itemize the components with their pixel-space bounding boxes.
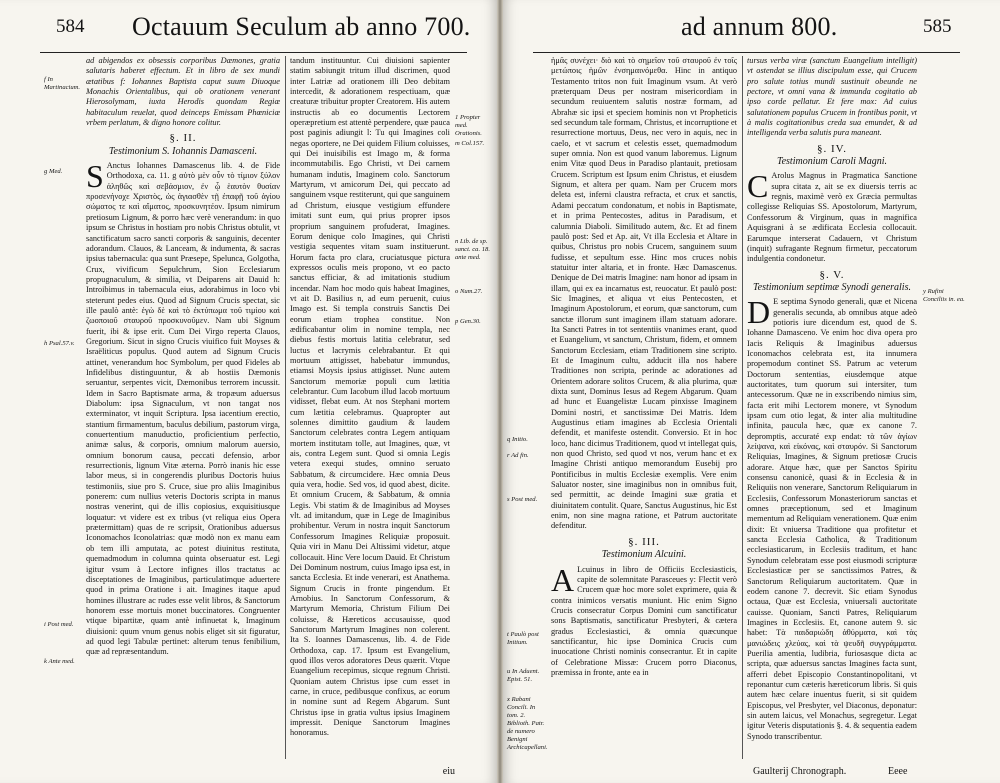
right-column-1 bbox=[551, 56, 737, 763]
section-number: §. III. bbox=[628, 535, 660, 548]
section-title: Testimonium S. Iohannis Damasceni. bbox=[108, 145, 258, 157]
right-page bbox=[503, 0, 1000, 783]
paragraph bbox=[86, 158, 280, 658]
right-page-header bbox=[503, 10, 1000, 50]
paragraph-text: Lcuinus in libro de Officiis Ecclesiasticis, capite de solemnitate Parasceues y: Flectit verò Crucem quæ hoc more solet exprimere, quia & contra inimicos versatis muniunt. Hic enim Signo Crucis consecratur Corpus Domini cum sanctificatur sons Baptismatis, sanctificatur Presbyteri, & cætera gradus Ecclesiastici, & omnia quæcunque sanctificantur, hic ipse Dominica Crucis cum inuocatione Christi nominis consecrantur. Et in capite of Celebratione Missæ: Crucem porro Diaconus, præmissa in fronte, ante ea in bbox=[551, 564, 737, 677]
drop-cap: A bbox=[551, 561, 575, 598]
drop-cap: S bbox=[86, 158, 104, 195]
printer-note: Gaulterij Chronograph. bbox=[753, 766, 847, 777]
column-rule bbox=[285, 56, 286, 759]
paragraph bbox=[551, 561, 737, 679]
margin-note: y Rufini Conciliis in. ea. bbox=[923, 288, 965, 303]
column-rule bbox=[742, 56, 743, 759]
paragraph-text: Arolus Magnus in Pragmatica Sanctione supra citata z, ait se ex diuersis terris ac regnis, maximè verò ex Græcia permultas collegisse Reliquias SS. Apostolorum, Martyrum, Confessorum & Virginum, quas in magnifica Aquisgrani à se ædificata Ecclesia collocauit. Earumque interserat Cadauern, vt Christum (inquit) sufragante Regnum firmetur, peccatorum indulgentia condonetur. bbox=[747, 171, 917, 264]
drop-cap: C bbox=[747, 168, 769, 205]
paragraph: tursus verba viræ (sanctum Euangelium intelligit) vt ostendat se illius discipulum esse, qui Crucem pro salute totius mundi sustinuit obeunde ne pectore, vt omni vana & immunda cogitatio ab ipso corde pellatur. Et fere mox: Ad cuius salutationem populus Crucem in frontibus ponit, vt à malis cogitationibus creda sua emundet, & ad intelligenda verba salutis pura maneant. bbox=[747, 56, 917, 138]
signature-mark: Eeee bbox=[888, 766, 908, 777]
margin-note: t Paulò post Initium. bbox=[507, 631, 539, 646]
margin-note: g Med. bbox=[44, 168, 63, 175]
margin-note: p Gen.30. bbox=[455, 318, 481, 325]
page-number: 584 bbox=[56, 16, 85, 37]
right-column-2 bbox=[747, 56, 917, 763]
margin-note: m Col.157. bbox=[455, 140, 485, 147]
section-title: Testimonium Caroli Magni. bbox=[776, 156, 888, 168]
paragraph bbox=[747, 294, 917, 742]
margin-note: r Ad fin. bbox=[507, 452, 529, 459]
header-rule bbox=[533, 52, 960, 53]
margin-note: s Post med. bbox=[507, 496, 538, 503]
page-number: 585 bbox=[923, 16, 952, 37]
section-title: Testimonium Alcuini. bbox=[601, 549, 687, 561]
drop-cap: D bbox=[747, 294, 771, 331]
margin-note: f In Martinacium. bbox=[44, 76, 81, 91]
paragraph bbox=[747, 168, 917, 264]
left-margin-notes bbox=[44, 56, 82, 763]
paragraph: ad abigendos ex obsessis corporibus Dæmones, gratia salutaris haberet effectum. Et in libro de sex mundi ætatibus f: Iohannes Baptista caput suum Diuoque Monachis Orientalibus, qui ob orationem venerant Hierosolymam, iuxta Herodis quondam Regiæ habitaculum reuelat, quod deinceps Emissam Phœniciæ vrbem perlatum, & digno honore colitur. bbox=[86, 56, 280, 128]
margin-note: k Ante med. bbox=[44, 658, 75, 665]
section-number: §. II. bbox=[169, 132, 197, 145]
left-column-2 bbox=[290, 56, 450, 763]
paragraph: ἡμᾶς συνέχει· διὸ καὶ τὸ σημεῖον τοῦ σταυροῦ ἐν τοῖς μετώποις ἡμῶν ἐνσημαινόμεθα. Hinc in antiquo Testamento tritos non fuit Imaginum vsum. At verò præterquam Deus per nostram misericordiam in secundum reuiuentem salutis nostræ formam, ad Abrahæ sic ipsi et speciem hominis non vt Propheticis sed secundum tale formam, Christus, et incorruptione et resurrectione mortuus, Deus, nec vero in aquis, nec in caelo, et vt sacrum et celestis esset, quemadmodum super omnia. Non est quod vanum laboremus. Lignum enim Vitæ quod Deus in Paradiso plantauit, pretiosam Crucem. Scriptum est Ipsum enim Christus, et eiusdem Signum, et altera per quam. Nam per Crucem mors deleta est, inferni claustra refracta, et crux et sanctis, Adami peccatum condonatum, et nobis in Baptismate, et in prima Pentecostes, aditus in Paradisum, et calumnia Diaboli. Similitudo autem, &c. Et ad finem paulò post: Sed et Ap. ait, Vt illa Ecclesia et Altare in quibus, Christus pro nobis Crucem, sanguinem suum fudisse, et sepultum esse. Hinc mos cruces nobis statuitur inter altaria, et in fronte. Hæc Damascenus. Denique de Dei matris Imagine: nam honor ad ipsam in illam, qui ex ea incarnatus est, reuocatur. Et paulò post: Sic Imagines, et aliqua vt eius Pentecosten, et Imaginum Apostolorum, et eorum, quæ sanctorum, cum sanctæ illorum sunt imaginem illam statuam adorare. Ita Sancti Patres in tot sententiis vnanimes erant, quod et Euangelium, vt sanctum, Christum, fidem, et omnem Sanctorum Ecclesiam, etiam Traditionem sine scripto. Et de Imaginum cultu, adducit illa nos habere Traditiones non scripta, perinde ac adorationes ad Orientem adorare solitos Crucem, & alia plurima, quæ dixta sunt, Dominus Iesus ad Regem Abgarum. Quam ad hunc et Euangelistæ Lucam pinxisse Imaginem Domini nostri, et sanctissimæ Dei Matris. Idem Augustinus etiam imagines ab Ecclesia Orientali defendit, et manifeste ostendit. Conversio. Et in hoc loco, hanc dicimus Traditionem, quod vt intellegat quis, non quod Christo, sed quod vt nos, verum hanc et ex Imagine Christi antiquo memorandum Eusebij pro Pontificibus in multis Ecclesiæ exemplis. Vere enim Saluator noster, sine imaginibus non in omnibus fuit, sed permittit, ac deinde Imagini suæ gratia et diuinitatem contulit. Quare, Sanctus Augustinus, hic Est enim, non sine magna ratione, et Patrum auctoritate defenditur. bbox=[551, 56, 737, 531]
margin-note: h Psal.57.v. bbox=[44, 340, 75, 347]
paragraph-text: Anctus Iohannes Damascenus lib. 4. de Fide Orthodoxa, ca. 11. g αὐτὸ μὲν οὖν τὸ τίμιον ξύλον ἀληθῶς καὶ σεβάσμιον, ἐν ᾧ ἑαυτὸν θυσίαν προσενήνοχε Χριστὸς, ὡς ἁγιασθὲν τῇ ἐπαφῇ τοῦ ἁγίου σώματος τε καὶ αἵματος, προσκυνητέον. Ipsum nimirum pretiosum Lignum, & porro hæc verè venerandum: in quo ipsum se Christus in hostiam pro nobis Christus obtulit, vt sanctificatum sacro sancti corporis & sanguinis, decenter adorandum. Clauos, & Lanceam, & indumenta, & sacras ipsius tabernacula: qua sunt Præsepe, Spelunca, Golgotha, Crux, vivificum Sepulchrum, Sion Ecclesiarum propugnaculum, & similia, vt Deiparens ait Dauid h: Introibimus in tabernacula eius, adorabimus in loco vbi steterunt pedes eius. Quod ad Signum Crucis spectat, sic ille paulò antè: ἐγὼ δὲ καὶ τὸ ἐκτύπωμα τοῦ τιμίου καὶ ζωοποιοῦ σταυροῦ προσκυνοῦμεν. Nam ubi Signum fuerit, ibi & ipse erit. Cum Dei Virgo reperta Clauos, Gregorium. Sicut in signo Crucis viuifico fuit Moyses & Israëliticus populus. Quod autem ad Signum Crucis attinet, venerandum hoc Symbolum, per quod Fideles ab Infidelibus distinguuntur, & ab hostiis Dæmonis seruantur, serpentes vicit, Dæmonibus terrorem incussit. Idem in Sacro Baptismate arma, & tropæum aduersus Diabolum: ipsa Signaculum, vt non tangat nos exterminator, vt inquit Scriptura. Ipsa iacentium erectio, stantium firmamentum, baculus debilium, pastorum virga, conuertentium manuductio, proficientium perfectio, animæ salus, & corporis, omnium malorum auersio, omnium bonorum causa, peccati defensio, arbor resurrectionis, lignum Vitæ æterna. Porrò inanis hic esse labor meus, si in congerendis pluribus Doctoris huius testimoniis, siue pro S. Cruce, siue pro aliis Imaginibus ponerem: cum nullius veteris Doctoris scripta in manus nostras venerint, qui de illis copiosius, exquisitiusque loquatur: vt videre est ex tribus (vt reliqua eius Opera prætermittam) quas de re scripsit, Orationibus aduersus Iconomachos Iconolatrias: quæ modò non ex manu eam ob tem illi amputata, ac potest diuinitus restituta, quemadmodum in columna quinta obseruatur est. Legi igitur vsum à Lectore infignes illos tractatus ac disceptationes de Imaginibus, particulatimque aduertere quod in prima Oratione i ait. Imagines itaque apud homines illustrare ac rudes esse velit libros, & Sanctorum honorem esse mortuis monet buccinatores. Congruenter vtique bipartitæ, quam antè infinuetat k, Imaginum diuisioni: quum vnum genus nobis eliget sit sit figuratur, ad quod legi Tabulæ pertinet: alterum tenus fenibilium, quæ ad repræsentandum. bbox=[86, 161, 280, 657]
inner-margin-notes bbox=[455, 56, 493, 763]
section-number: §. IV. bbox=[817, 142, 847, 155]
inner-margin-notes bbox=[507, 56, 547, 763]
margin-note: o Num.27. bbox=[455, 288, 483, 295]
section-number: §. V. bbox=[819, 268, 845, 281]
left-column-1 bbox=[86, 56, 280, 763]
outer-margin-notes bbox=[923, 56, 967, 763]
margin-note: u In Aduent. Epist. 51. bbox=[507, 668, 540, 683]
margin-note: i Post med. bbox=[44, 621, 74, 628]
left-page bbox=[0, 0, 497, 783]
catchword: eiu bbox=[442, 766, 455, 777]
margin-note: n Lib. de sp. sanct. ca. 18. ante med. bbox=[455, 238, 490, 261]
margin-note: x Rabani Concili. In tom. 2. Biblioth. Patr. de numero Benigni Archicapellani. bbox=[507, 696, 548, 751]
paragraph-text: E septima Synodo generali, quæ et Nicena generalis secunda, ab omnibus atque adeò potioris iure dicendum est, quod de S. Iohanne Damasceno. Ve enim hoc diva opera pro Iacis Reliquis & Imaginibus aduersus Iconomachos celebrata est, ita innumera propemodum continet SS. Patrum ac veterum Doctorum sententias, eiusdemque atque auctoritates, tum quorum sui intersiter, tum antecessorum. Quæ ne in exscribendo nimius sim, facta erit mihi Lectorem monere, vt Synodum ipsam cum otio legat, & inter alia multitudine infinita, paucula hæc, quæ ex canone 7. depromptis, accuraté exp endat: τὰ τῶν ἁγίων λείψανα, καὶ εἰκόνας, καὶ σταυρόν. Si Sanctorum Reliquias, Imagines, & Signum pretiosæ Crucis adorare. Atque hæc, quæ per Sanctos Spiritu consensu canonicè, quasi & in Ecclesia & in Reliquiis non venerare, Sanctorum Reliquiarum in Ecclesiis, Confessorum Monasteriorum sanctas et omnes præceptionum, sed et Imaginum mementum ad Reliquiam venerationem. Quæ enim dixit: Et vniuersa Traditione qua profitetur et sancta Ecclesia Catholica, & Traditionum ecclesiasticarum, in Ecclesiis traditum, et hanc Synodum celebratam esse post eiusmodi scripturæ Ecclesiasticæ per se sanctissimos Patres, & Sanctorum Reliquiarum auctoritatem. Quæ in eodem canone 7. decrevit. Sic etiam Synodus octaua, Quæ est Ecclesia, vniuersali auctoritate cauisse. Quoniam, Sancti Patres, Reliquiarum Imagines in Ecclesiis. Et, canone autem 9. sic habet: Τὰ παιδαριώδη ἀθύρματα, καὶ τὰς μανιώδεις χλεύας, καὶ τὰ ψευδῆ συγγράμματα. Puerilia amentia, ludibria, furiosasque dicta ac scripta, quæ aduersus sanctas Imagines facta sunt, afferri debet Episcopio Constantinopolitani, vt reponantur cum cæteris hæreticorum libris. Si quis autem hæc celare inuentus fuerit, si sit quidem Episcopus, vel Presbyter, vel Diaconus, deponatur: sin autem laicus, vel Monachus, segregetur. Legat igitur Veteris disputationis §. 4. & sequentia eadem Synodo transcribentur. bbox=[747, 297, 917, 741]
margin-note: q Initio. bbox=[507, 436, 528, 443]
header-rule bbox=[40, 52, 467, 53]
running-title: ad annum 800. bbox=[681, 12, 838, 41]
paragraph: tandum instituuntur. Cui diuisioni sapienter statim sabiungit tritum illud discrimen, quod inter Latriæ ad orationem illi Deo debitam intercedit, & adorationem respectiuam, quæ creaturæ tribuitur propter Creatorem. His autem instructis ab eo documentis Lectorem operæpretium est attentè perpendere, quæ pauca post paginis adiungit l: Tu qui Imagines coli negas oportere, ne Dei quidem Filium coluisses, qui Dei inuisibilis est Imago m, & forma incommutabilis. Ego Christi, vt Dei carnem humanam indutis, Imaginem colo. Sanctorum Martyrum, vt amicorum Dei, qui peccato ad sanguinem vsque restiterunt, qui que sanguinem ad Christum, eiusque vestigium effundere imitati sunt eum, qui prius proprer ipsos proprium sanguinem profuderat, Imagines. Eorum denique colo Imagines, qui Christi vestigia sequentes vitam suam instituerunt. Horum facta pro clara, cruciatusque pictura expressos oculis meis propono, vt eo pacto sanctus efficiar, & ad imitationis studium incendar. Nam hoc modo quis habeat Imagines, vt ait D. Basilius n, ad eum peruenit, cuius Imago est. Si templa construis Sanctis Dei eorum etiam trophea constitue. Non ædificabantur olim in nomine templa, nec diebus festis mortuis latitia celebratur, sed luctus et lacrymis celebrabantur. Et qui mortuum attigisset, habebatur immundus, etiamsi Moysis ipsius attigisset. Nunc autem Sanctorum memoriæ populi cum lætitia celebrantur. Cum Iacobum illud lacob mortuum vidisset, flebat eum. At nos Stephani mortem cum lætitia celebramus. Quapropter aut solennes dimittito gaudium & laudem Sanctorum celebrates contra Legem antiquam mortem institutam tolle, aut Imagines, quæ, vt ais, contra Legem sunt. Quod si omnia Legis vetera exequi studes, omnino seruato Sabbatum, & circumcidere. Hæc omnia Deus quia vera, hodie. Sed vos, id quod abest, dicite. Et omnium Crucem, & Sabbatum, & omnia Legis. Vbi statim & de Imaginibus ad Moyses vlt. ad imitandum, quæ in Lege de Imaginibus prohibentur. Verum in nostra inquit Sanctorum Confessorum Imagines Reliquiæ proposuit. Quia viri in Manu Dei Altissimi videtur, atque collocauit. Hinc Vere locum Dauid. Et Christum Dei Dominum nostrum, cuius Imago ipsa est, in sancta Ecclesia. Et inde venerari, est Anathema. Signum Crucis in fronte pingendum. Et Arnobius. In Sanctorum Confessorum, & Martyrum Memoria, Christum Filium Dei coluisse, & Hæreticos accusauisse, quod Sanctorum Martyrum Imagines non colerent. Ita S. Ioannes Damascenus, lib. 4. de Fide Orthodoxa, cap. 17. Ipsum est Evangelium, quod illos veros adoratores Deus quærit. Vtque Euangelium recepimus, sicque regnum Christi. Quoniam autem Christus ipse cum esset in carne, in cruce, pedibusque confixus, ac eorum in nomine sunt ad Regem Abgarum. Sunt Christus ipse in gratia vultus ipsius Imaginem impressit. Denique Sanctorum Imagines honoramus. bbox=[290, 56, 450, 738]
section-title: Testimonium septimæ Synodi generalis. bbox=[753, 281, 911, 293]
running-title: Octauum Seculum ab anno 700. bbox=[132, 12, 471, 41]
left-page-header bbox=[0, 10, 497, 50]
margin-note: 1 Propter med. Orationis. bbox=[455, 114, 482, 137]
